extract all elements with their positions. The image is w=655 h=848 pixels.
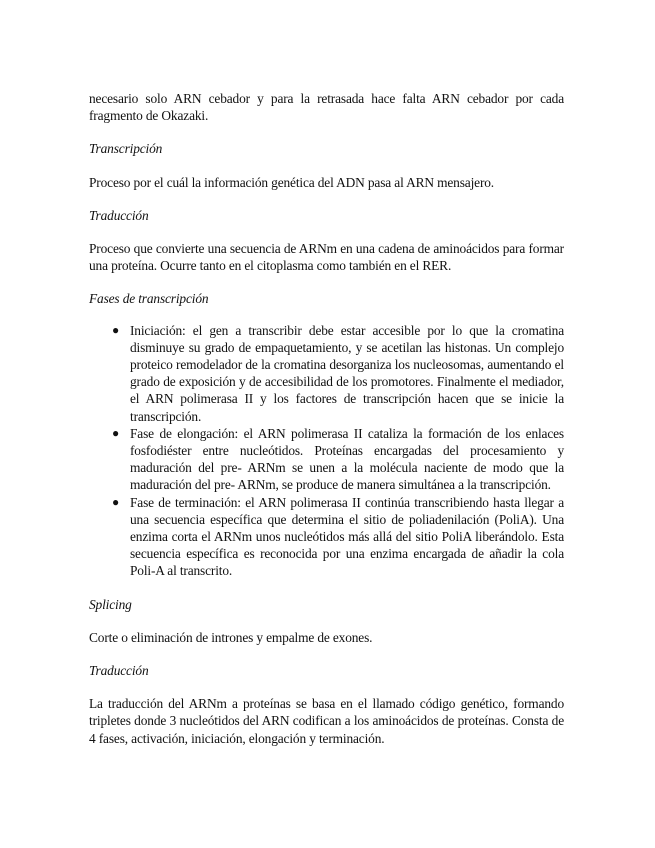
list-item-text: Iniciación: el gen a transcribir debe estar accesible por lo que la cromatina disminuye su grado de empaquetamiento, y se acetilan las histonas. Un complejo proteico remodelador de la cromatina desorganiza los nucleosomas, aumentando el grado de exposición y de accesibilidad de los promotores. Finalmente el mediador, el ARN polimerasa II y los factores de transcripción hacen que se inicie la transcripción.	[130, 322, 564, 424]
paragraph-transcripcion: Proceso por el cuál la información genética del ADN pasa al ARN mensajero.	[89, 174, 494, 190]
heading-traduccion-2: Traducción	[89, 663, 149, 679]
document-body	[89, 90, 564, 747]
bullet-icon: ●	[112, 322, 120, 337]
paragraph-traduccion-2: La traducción del ARNm a proteínas se basa en el llamado código genético, formando tripletes donde 3 nucleótidos del ARN codifican a los aminoácidos de proteínas. Consta de 4 fases, activación, iniciación, elongación y terminación.	[89, 696, 564, 746]
bullet-icon: ●	[112, 425, 120, 440]
list-item	[112, 425, 564, 494]
list-item	[112, 322, 564, 425]
list-item-text: Fase de elongación: el ARN polimerasa II cataliza la formación de los enlaces fosfodiéster entre nucleótidos. Proteínas encargadas del procesamiento y maduración del pre- ARNm se unen a la molécula naciente de modo que la maduración del pre- ARNm, se produce de manera simultánea a la transcripción.	[130, 425, 564, 493]
paragraph-traduccion: Proceso que convierte una secuencia de ARNm en una cadena de aminoácidos para formar una proteína. Ocurre tanto en el citoplasma como también en el RER.	[89, 241, 564, 274]
heading-traduccion: Traducción	[89, 207, 149, 223]
heading-transcripcion: Transcripción	[89, 141, 163, 157]
heading-splicing: Splicing	[89, 596, 132, 612]
fases-list	[89, 322, 564, 580]
list-item-text: Fase de terminación: el ARN polimerasa II continúa transcribiendo hasta llegar a una secuencia específica que determina el sitio de poliadenilación (PoliA). Una enzima corta el ARNm unos nucleótidos más allá del sitio PoliA liberándolo. Esta secuencia específica es reconocida por una enzima encargada de añadir la cola Poli-A al transcrito.	[130, 494, 564, 579]
paragraph-splicing: Corte o eliminación de intrones y empalme de exones.	[89, 629, 373, 645]
intro-paragraph: necesario solo ARN cebador y para la retrasada hace falta ARN cebador por cada fragmento de Okazaki.	[89, 91, 564, 124]
bullet-icon: ●	[112, 494, 120, 509]
list-item	[112, 494, 564, 580]
heading-fases-transcripcion: Fases de transcripción	[89, 291, 209, 307]
